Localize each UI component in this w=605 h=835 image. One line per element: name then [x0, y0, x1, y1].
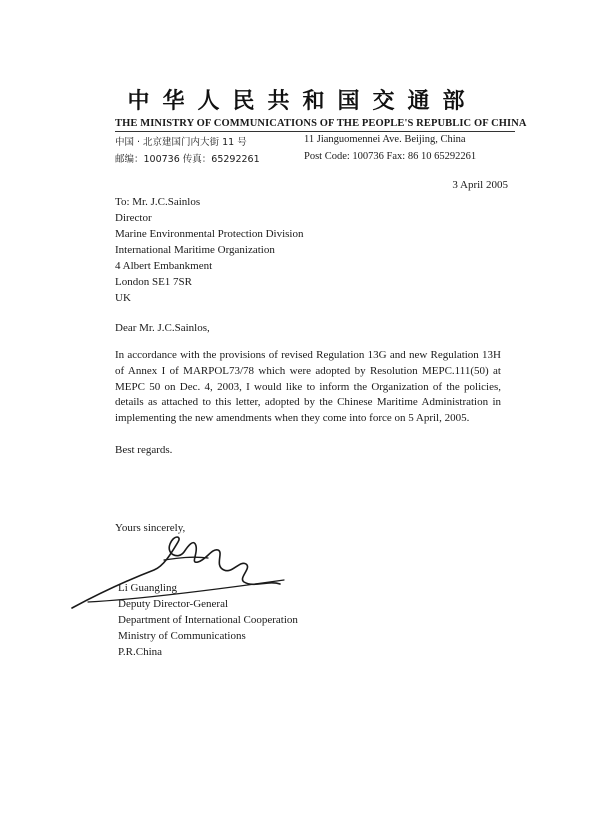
signatory-name: Li Guangling: [118, 582, 177, 594]
regards: Best regards.: [115, 444, 173, 456]
recipient-line: 4 Albert Embankment: [115, 260, 213, 272]
postcode-chinese: 邮编：100736 传真：65292261: [115, 154, 260, 165]
closing: Yours sincerely,: [115, 522, 186, 534]
body-paragraph: In accordance with the provisions of revised Regulation 13G and new Regulation 13H of Annex I of MARPOL73/78 which were adopted by Resolution MEPC.111(50) at MEPC 50 on Dec. 4, 2003, I would like to inform the Organization of the policies, details as attached to this letter, adopted by the Chinese Maritime Administration in implementing the new amendments when they come into force on 5 April, 2005.: [115, 349, 501, 425]
address-english: 11 Jianguomennei Ave. Beijing, China: [304, 134, 466, 145]
letterhead-chinese-title: 中华人民共和国交通部: [127, 88, 478, 114]
signatory-department: Department of International Cooperation: [118, 614, 298, 626]
recipient-line: UK: [115, 292, 131, 304]
recipient-line: London SE1 7SR: [115, 276, 193, 288]
address-chinese: 中国 · 北京建国门内大街 11 号: [115, 137, 247, 148]
letterhead-rule: [115, 131, 515, 132]
salutation: Dear Mr. J.C.Sainlos,: [115, 322, 210, 334]
recipient-line: Marine Environmental Protection Division: [115, 228, 304, 240]
recipient-line: International Maritime Organization: [115, 244, 275, 256]
recipient-line: Director: [115, 212, 152, 224]
letter-date: 3 April 2005: [452, 179, 508, 191]
signatory-title: Deputy Director-General: [118, 598, 229, 610]
recipient-line: To: Mr. J.C.Sainlos: [115, 196, 201, 208]
postcode-english: Post Code: 100736 Fax: 86 10 65292261: [304, 151, 477, 162]
signatory-country: P.R.China: [118, 646, 163, 658]
letterhead-english-title: THE MINISTRY OF COMMUNICATIONS OF THE PEOPLE'S REPUBLIC OF CHINA: [115, 118, 527, 129]
signatory-ministry: Ministry of Communications: [118, 630, 246, 642]
